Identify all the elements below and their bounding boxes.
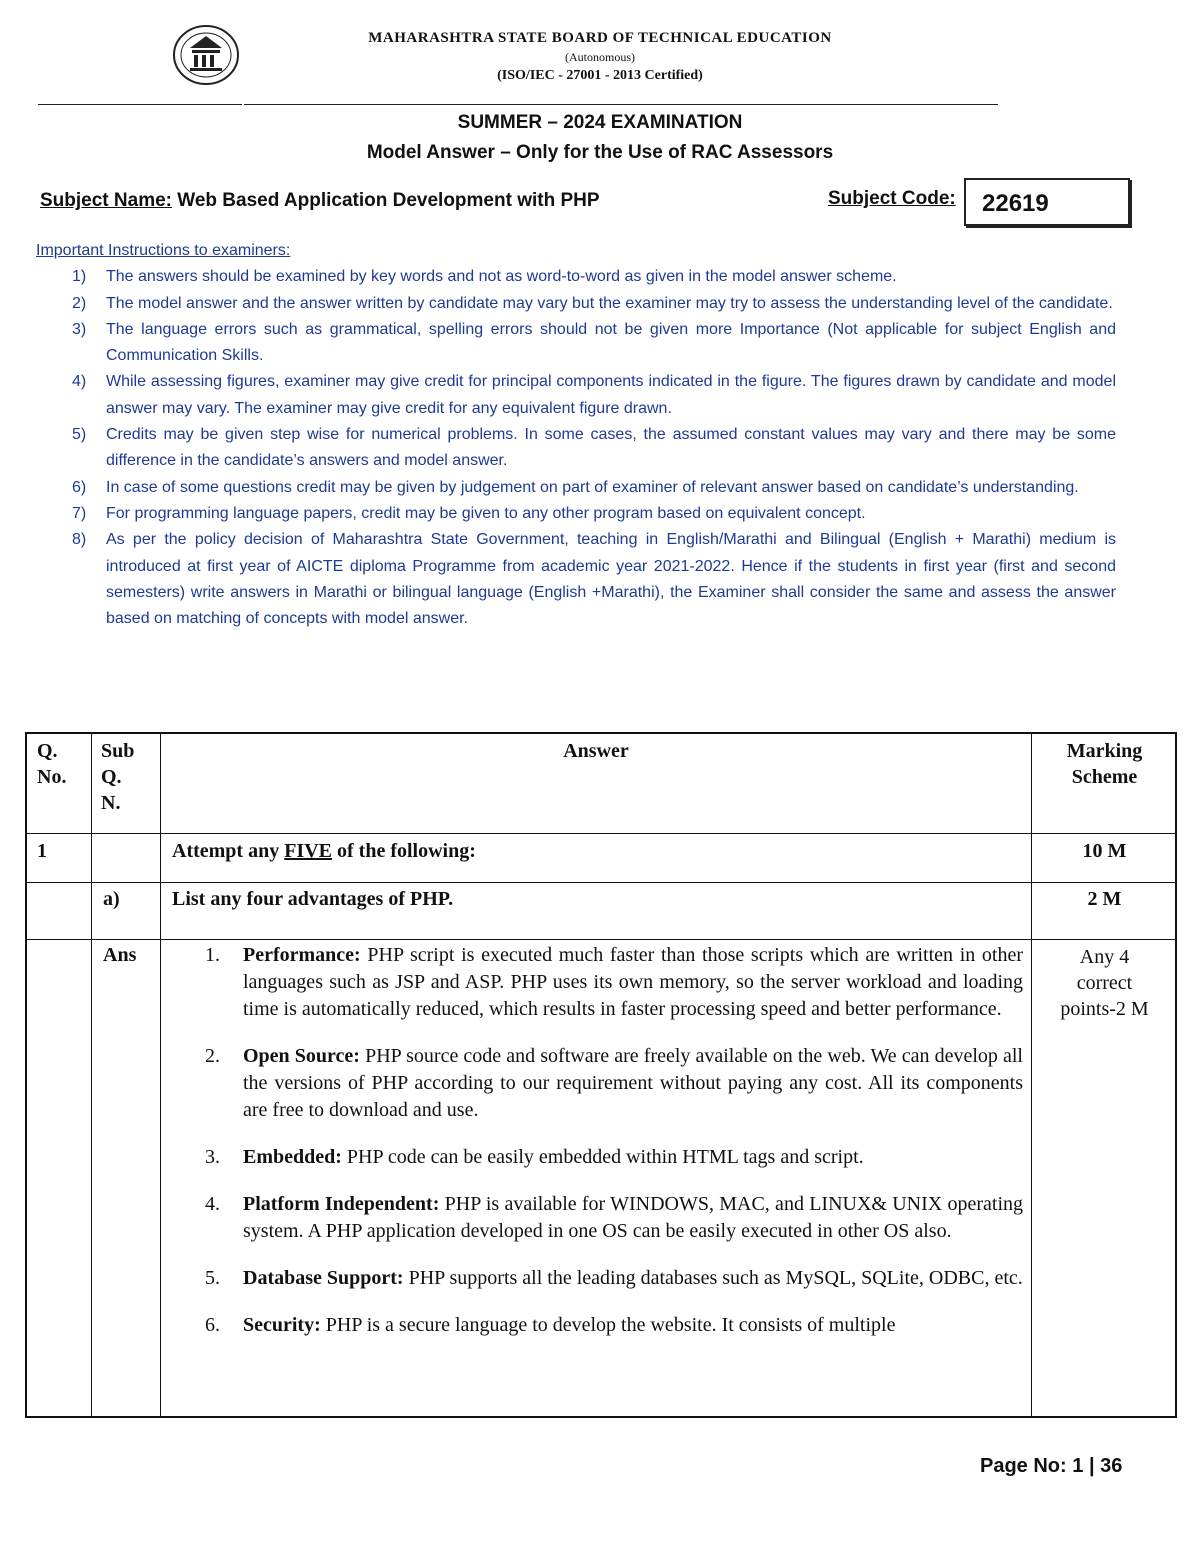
subject-code-value: 22619 xyxy=(982,190,1049,217)
answer-marking-line: Any 4 xyxy=(1079,946,1130,968)
msbte-logo xyxy=(172,24,240,86)
instruction-item xyxy=(36,475,1116,501)
header-marking-line: Scheme xyxy=(1071,766,1138,788)
header-divider-right xyxy=(244,104,998,105)
subject-code-box xyxy=(964,178,1130,226)
advantage-text: PHP is a secure language to develop the website. It consists of multiple xyxy=(320,1314,896,1336)
instruction-text: As per the policy decision of Maharashtra State Government, teaching in English/Marathi and Bilingual (English + Marathi) medium is introduced at first year of AICTE diploma Programme from academic year 2021-2022. Hence if the students in first year (first and second semesters) write answers in Marathi or bilingual language (English +Marathi), the Examiner shall consider the same and assess the answer based on matching of concepts with model answer. xyxy=(106,531,1116,628)
subject-name-value: Web Based Application Development with PHP xyxy=(177,190,600,211)
board-name: MAHARASHTRA STATE BOARD OF TECHNICAL EDUCATION xyxy=(368,30,832,46)
iso-certification: (ISO/IEC - 27001 - 2013 Certified) xyxy=(497,68,703,83)
advantage-number: 5. xyxy=(205,1267,220,1289)
header-q-no xyxy=(37,738,66,790)
sub-question-marks: 2 M xyxy=(1087,888,1122,910)
row-divider xyxy=(27,833,1175,834)
header-sub-q-line: Q. xyxy=(101,766,122,788)
advantage-title: Open Source: xyxy=(243,1045,360,1067)
question-heading-emphasis: FIVE xyxy=(284,840,333,862)
advantage-number: 3. xyxy=(205,1146,220,1168)
question-number: 1 xyxy=(37,840,47,862)
instruction-number: 5) xyxy=(72,426,87,444)
instructions-list xyxy=(36,264,1116,632)
instruction-number: 4) xyxy=(72,373,87,391)
header-sub-q-line: Sub xyxy=(101,740,135,762)
instruction-number: 2) xyxy=(72,294,87,312)
advantage-item xyxy=(205,1043,1023,1124)
sub-question-text: List any four advantages of PHP. xyxy=(172,888,454,910)
instruction-text: For programming language papers, credit may be given to any other program based on equivalent concept. xyxy=(106,504,866,522)
advantage-text: PHP code can be easily embedded within HTML tags and script. xyxy=(341,1146,864,1168)
header-answer: Answer xyxy=(563,740,629,762)
advantage-title: Database Support: xyxy=(243,1267,404,1289)
answer-marking-line: correct xyxy=(1076,972,1133,994)
advantage-item xyxy=(205,1265,1023,1292)
instruction-item xyxy=(36,501,1116,527)
page-number-current: 1 xyxy=(1072,1455,1084,1477)
subject-code-label: Subject Code: xyxy=(828,188,956,209)
header-sub-q-line: N. xyxy=(101,792,121,814)
header-marking-line: Marking xyxy=(1066,740,1143,762)
exam-title: SUMMER – 2024 EXAMINATION xyxy=(457,112,743,133)
question-heading xyxy=(172,840,476,863)
column-divider xyxy=(91,734,92,1416)
advantage-text: PHP script is executed much faster than those scripts which are written in other languages such as JSP and ASP. PHP uses its own memory, so the server workload and loading time is automatically reduced, which results in faster processing speed and better performance. xyxy=(243,944,1023,1020)
header-q-no-line: Q. xyxy=(37,740,58,762)
advantage-number: 2. xyxy=(205,1045,220,1067)
advantage-title: Platform Independent: xyxy=(243,1193,440,1215)
instruction-number: 7) xyxy=(72,504,87,522)
model-answer-title: Model Answer – Only for the Use of RAC Assessors xyxy=(366,142,834,163)
examiner-instructions xyxy=(36,238,1116,632)
question-marks: 10 M xyxy=(1082,840,1127,862)
advantage-number: 1. xyxy=(205,944,220,966)
page-number-total: 36 xyxy=(1100,1455,1123,1477)
model-answer-table xyxy=(25,732,1177,1418)
subject-name-label: Subject Name: xyxy=(40,190,172,211)
advantage-text: PHP source code and software are freely available on the web. We can develop all the versions of PHP according to our requirement without paying any cost. All its components are free to download and use. xyxy=(243,1045,1023,1121)
instruction-text: The model answer and the answer written by candidate may vary but the examiner may try to assess the understanding level of the candidate. xyxy=(106,294,1113,312)
instruction-number: 3) xyxy=(72,320,87,338)
advantage-item xyxy=(205,1312,1023,1339)
advantage-item xyxy=(205,942,1023,1023)
instruction-item xyxy=(36,369,1116,422)
instruction-text: The answers should be examined by key words and not as word-to-word as given in the model answer scheme. xyxy=(106,268,897,286)
advantage-item xyxy=(205,1191,1023,1245)
instruction-text: While assessing figures, examiner may give credit for principal components indicated in the figure. The figures drawn by candidate and model answer may vary. The examiner may give credit for any equivalent figure drawn. xyxy=(106,373,1116,417)
answer-marking-line: points-2 M xyxy=(1060,998,1149,1020)
page-number xyxy=(980,1455,1122,1478)
instructions-title: Important Instructions to examiners: xyxy=(36,242,291,259)
advantage-number: 6. xyxy=(205,1314,220,1336)
row-divider xyxy=(27,939,1175,940)
advantages-list xyxy=(205,942,1023,1359)
advantage-number: 4. xyxy=(205,1193,220,1215)
instruction-number: 8) xyxy=(72,531,87,549)
instruction-number: 1) xyxy=(72,268,87,286)
sub-question-label: a) xyxy=(103,888,120,910)
instruction-item xyxy=(36,422,1116,475)
advantage-title: Performance: xyxy=(243,944,361,966)
autonomous-label: (Autonomous) xyxy=(565,50,635,64)
advantage-title: Security: xyxy=(243,1314,321,1336)
instruction-item xyxy=(36,527,1116,632)
instruction-text: Credits may be given step wise for numerical problems. In some cases, the assumed constant values may vary and there may be some difference in the candidate’s answers and model answer. xyxy=(106,426,1116,470)
answer-label: Ans xyxy=(103,944,137,966)
subject-name-row xyxy=(40,190,600,212)
instruction-item xyxy=(36,317,1116,370)
advantage-text: PHP supports all the leading databases such as MySQL, SQLite, ODBC, etc. xyxy=(403,1267,1023,1289)
header-q-no-line: No. xyxy=(37,766,67,788)
instruction-item xyxy=(36,291,1116,317)
instruction-item xyxy=(36,264,1116,290)
advantage-text: PHP is available for WINDOWS, MAC, and LINUX& UNIX operating system. A PHP application developed in one OS can be easily executed in other OS also. xyxy=(243,1193,1024,1242)
page-number-separator: | xyxy=(1088,1455,1095,1477)
header-divider-left xyxy=(38,104,242,105)
row-divider xyxy=(27,882,1175,883)
page-number-label: Page No: xyxy=(980,1455,1067,1477)
header-marking-scheme xyxy=(1032,738,1177,790)
advantage-item xyxy=(205,1144,1023,1171)
instruction-number: 6) xyxy=(72,478,87,496)
answer-marking-scheme xyxy=(1032,944,1177,1022)
header-sub-q xyxy=(101,738,134,816)
instruction-text: In case of some questions credit may be given by judgement on part of examiner of relevant answer based on candidate’s understanding. xyxy=(106,478,1079,496)
advantage-title: Embedded: xyxy=(243,1146,342,1168)
question-heading-text: of the following: xyxy=(332,840,476,862)
column-divider xyxy=(160,734,161,1416)
instruction-text: The language errors such as grammatical, spelling errors should not be given more Importance (Not applicable for subject English and Communication Skills. xyxy=(106,320,1116,365)
column-divider xyxy=(1031,734,1032,1416)
question-heading-text: Attempt any xyxy=(172,840,285,862)
